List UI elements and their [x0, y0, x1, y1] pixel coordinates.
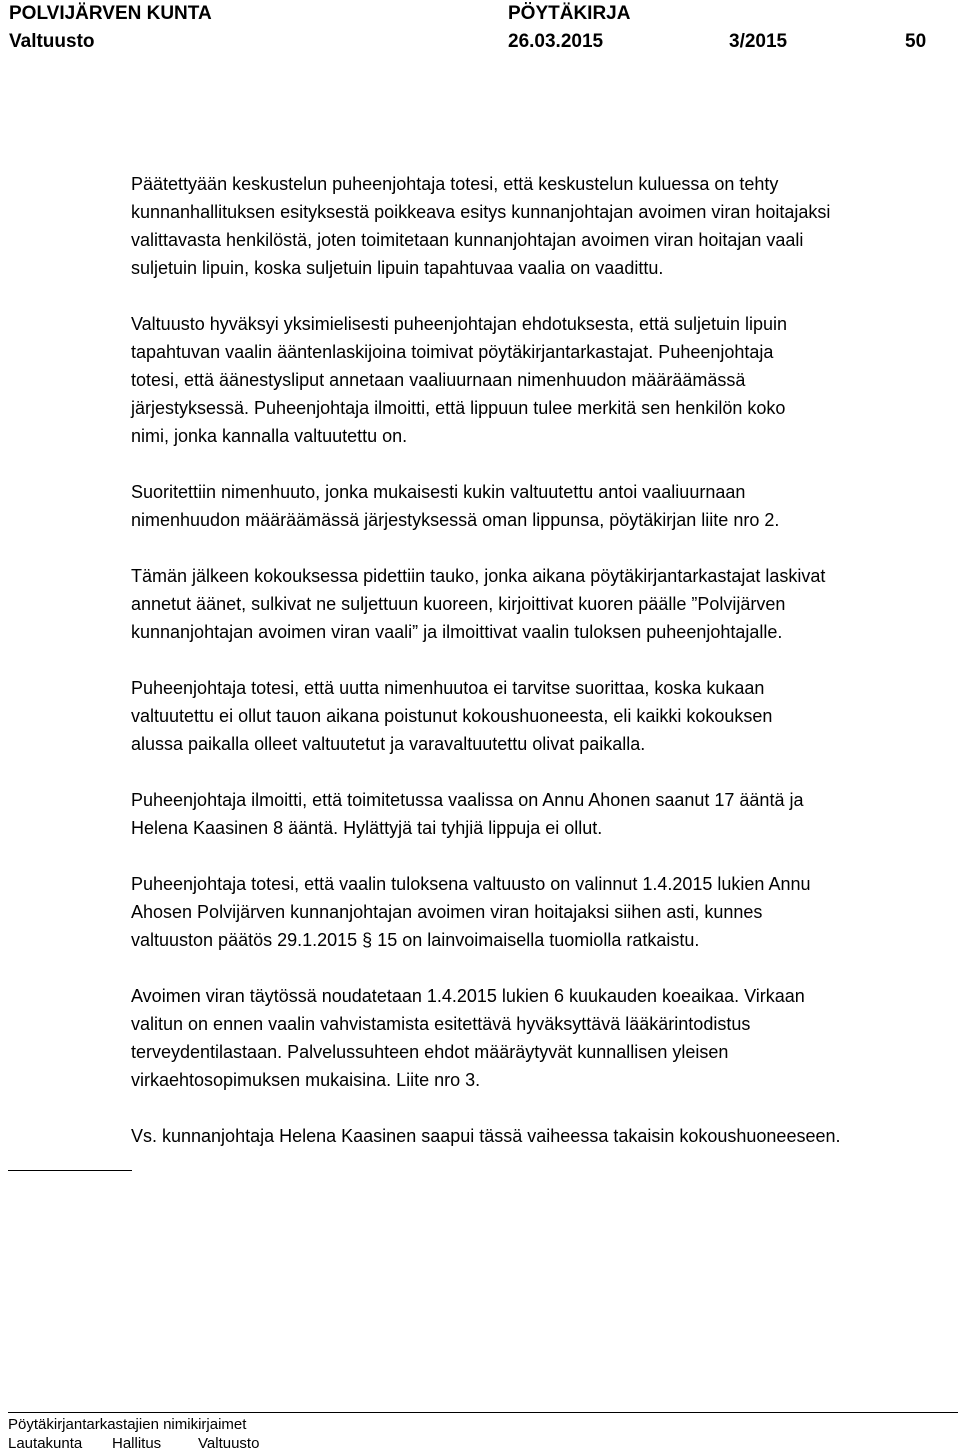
footer-column-lautakunta: Lautakunta — [8, 1435, 83, 1452]
meeting-date: 26.03.2015 — [508, 31, 604, 52]
paragraph: Avoimen viran täytössä noudatetaan 1.4.2015 lukien 6 kuukauden koeaikaa. Virkaan valitun on ennen vaalin vahvistamista esitettävä hyväksyttävä lääkärintodistus terveydentilastaan. Palvelussuhteen ehdot määräytyvät kunnallisen yleisen virkaehtosopimuksen mukaisina. Liite nro 3. — [131, 986, 805, 1090]
page-number: 50 — [905, 31, 927, 52]
governing-body: Valtuusto — [9, 31, 95, 52]
paragraph: Päätettyään keskustelun puheenjohtaja totesi, että keskustelun kuluessa on tehty kunnanhallituksen esityksestä poikkeava esitys kunnanjohtajan avoimen viran hoitajaksi valittavasta henkilöstä, joten toimitetaan kunnanjohtajan avoimen viran hoitajan vaali suljetuin lipuin, koska suljetuin lipuin tapahtuvaa vaalia on vaadittu. — [131, 174, 831, 278]
paragraph: Vs. kunnanjohtaja Helena Kaasinen saapui tässä vaiheessa takaisin kokoushuoneeseen. — [131, 1126, 841, 1146]
paragraph: Tämän jälkeen kokouksessa pidettiin tauko, jonka aikana pöytäkirjantarkastajat laskivat annetut äänet, sulkivat ne suljettuun kuoreen, kirjoittivat kuoren päälle ”Polvijärven kunnanjohtajan avoimen viran vaali” ja ilmoittivat vaalin tuloksen puheenjohtajalle. — [131, 566, 826, 642]
footer-divider — [8, 1412, 958, 1413]
footer-column-valtuusto: Valtuusto — [198, 1435, 260, 1452]
paragraph: Puheenjohtaja ilmoitti, että toimitetussa vaalissa on Annu Ahonen saanut 17 ääntä ja Helena Kaasinen 8 ääntä. Hylättyjä tai tyhjiä lippuja ei ollut. — [131, 790, 804, 838]
margin-divider — [8, 1170, 132, 1171]
footer-title: Pöytäkirjantarkastajien nimikirjaimet — [8, 1416, 247, 1433]
document-type: PÖYTÄKIRJA — [508, 3, 631, 24]
paragraph: Puheenjohtaja totesi, että uutta nimenhuutoa ei tarvitse suorittaa, koska kukaan valtuutettu ei ollut tauon aikana poistunut kokoushuoneesta, eli kaikki kokouksen alussa paikalla olleet valtuutetut ja varavaltuutettu olivat paikalla. — [131, 678, 773, 754]
paragraph: Valtuusto hyväksyi yksimielisesti puheenjohtajan ehdotuksesta, että suljetuin lipuin tapahtuvan vaalin ääntenlaskijoina toimivat pöytäkirjantarkastajat. Puheenjohtaja totesi, että äänestysliput annetaan vaaliuurnaan nimenhuudon määräämässä järjestyksessä. Puheenjohtaja ilmoitti, että lippuun tulee merkitä sen henkilön koko nimi, jonka kannalla valtuutettu on. — [131, 314, 788, 446]
footer-column-hallitus: Hallitus — [112, 1435, 162, 1452]
organization-name: POLVIJÄRVEN KUNTA — [9, 3, 212, 24]
minutes-body — [131, 170, 946, 1178]
paragraph: Puheenjohtaja totesi, että vaalin tuloksena valtuusto on valinnut 1.4.2015 lukien Annu Ahosen Polvijärven kunnanjohtajan avoimen viran hoitajaksi siihen asti, kunnes valtuuston päätös 29.1.2015 § 15 on lainvoimaisella tuomiolla ratkaistu. — [131, 874, 811, 950]
paragraph: Suoritettiin nimenhuuto, jonka mukaisesti kukin valtuutettu antoi vaaliuurnaan nimenhuudon määräämässä järjestyksessä oman lippunsa, pöytäkirjan liite nro 2. — [131, 482, 780, 530]
meeting-number: 3/2015 — [729, 31, 788, 52]
